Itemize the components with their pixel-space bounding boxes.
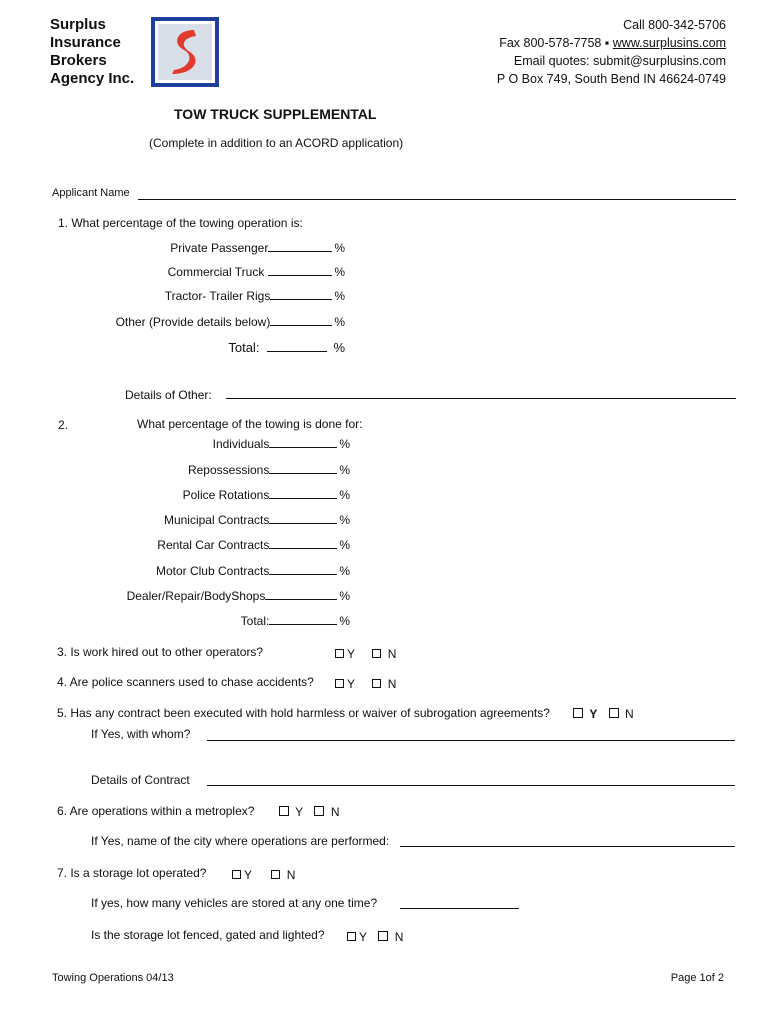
q2-dealer-repair-field[interactable] xyxy=(265,599,337,600)
q7-fenced-no-label: N xyxy=(394,930,404,944)
q2-individuals-field[interactable] xyxy=(269,447,337,448)
q1-total-field[interactable] xyxy=(267,351,327,352)
q2-repossessions-label: Repossessions xyxy=(187,463,270,477)
q6-yes-label: Y xyxy=(295,805,304,819)
percent-sign: % xyxy=(334,289,345,303)
percent-sign: % xyxy=(339,513,350,527)
email-line: Email quotes: submit@surplusins.com xyxy=(513,54,726,68)
q1-tractor-trailer-label: Tractor- Trailer Rigs xyxy=(164,289,271,303)
q1-private-passenger-label: Private Passenger xyxy=(170,241,269,255)
q5-details-field[interactable] xyxy=(207,785,735,786)
q6-no-checkbox[interactable] xyxy=(314,806,324,816)
company-logo-icon xyxy=(150,16,220,88)
q6-options xyxy=(279,805,350,819)
q2-motor-club-contracts-label: Motor Club Contracts xyxy=(155,564,270,578)
details-of-other-field[interactable] xyxy=(226,398,736,399)
q3-yes-checkbox[interactable] xyxy=(335,649,344,658)
q6-yes-checkbox[interactable] xyxy=(279,806,289,816)
q2-rental-car-contracts xyxy=(157,538,350,552)
q5-no-label: N xyxy=(625,707,634,721)
fax-number: Fax 800-578-7758 ▪ xyxy=(499,36,613,50)
q4-no-label: N xyxy=(387,677,397,691)
q7-yes-label: Y xyxy=(244,868,253,882)
mailing-address: P O Box 749, South Bend IN 46624-0749 xyxy=(496,72,726,86)
q2-label: What percentage of the towing is done for: xyxy=(137,417,363,431)
q3-label: 3. Is work hired out to other operators? xyxy=(57,645,264,659)
company-name xyxy=(50,16,134,88)
fax-line xyxy=(497,34,726,52)
q5-label: 5. Has any contract been executed with hold harmless or waiver of subrogation agreements? xyxy=(57,706,550,720)
q7-fenced-no-checkbox[interactable] xyxy=(378,931,388,941)
percent-sign: % xyxy=(339,488,350,502)
q4-yes-label: Y xyxy=(347,677,356,691)
q2-police-rotations xyxy=(183,488,350,502)
q7-no-label: N xyxy=(286,868,296,882)
q2-individuals xyxy=(213,437,350,451)
form-title: TOW TRUCK SUPPLEMENTAL xyxy=(174,106,377,122)
q4-label: 4. Are police scanners used to chase accidents? xyxy=(57,675,314,689)
q1-private-passenger-field[interactable] xyxy=(268,251,332,252)
q7-label: 7. Is a storage lot operated? xyxy=(57,866,207,880)
phone-number: Call 800-342-5706 xyxy=(623,18,726,32)
details-of-other-label: Details of Other: xyxy=(125,388,212,402)
q2-total-field[interactable] xyxy=(269,624,337,625)
q2-rental-car-contracts-label: Rental Car Contracts xyxy=(157,538,270,552)
q7-fenced-yes-label: Y xyxy=(359,930,368,944)
q7-fenced-label: Is the storage lot fenced, gated and lighted? xyxy=(91,928,325,942)
q5-options xyxy=(573,707,644,721)
q6-city-field[interactable] xyxy=(400,846,735,847)
q7-vehicles-label: If yes, how many vehicles are stored at any one time? xyxy=(91,896,378,910)
q7-options xyxy=(232,868,305,882)
company-line: Surplus xyxy=(50,16,106,33)
q4-options xyxy=(335,677,406,691)
q1-label: 1. What percentage of the towing operation is: xyxy=(58,216,303,230)
form-subtitle: (Complete in addition to an ACORD application) xyxy=(149,136,404,150)
website-link[interactable]: www.surplusins.com xyxy=(612,36,726,50)
q4-no-checkbox[interactable] xyxy=(372,679,381,688)
q1-other-label: Other (Provide details below) xyxy=(115,315,271,329)
q2-municipal-contracts-label: Municipal Contracts xyxy=(163,513,270,527)
q2-total xyxy=(241,614,350,628)
q2-motor-club-contracts xyxy=(156,564,350,578)
q7-yes-checkbox[interactable] xyxy=(232,870,241,879)
q2-police-rotations-label: Police Rotations xyxy=(182,488,270,502)
q5-no-checkbox[interactable] xyxy=(609,708,619,718)
footer-form-id: Towing Operations 04/13 xyxy=(52,972,174,984)
q2-motor-club-contracts-field[interactable] xyxy=(269,574,337,575)
q2-repossessions xyxy=(188,463,350,477)
q7-fenced-yes-checkbox[interactable] xyxy=(347,932,356,941)
q1-tractor-trailer-field[interactable] xyxy=(270,299,332,300)
q2-municipal-contracts-field[interactable] xyxy=(269,523,337,524)
q1-commercial-truck-field[interactable] xyxy=(268,275,332,276)
q1-private-passenger xyxy=(170,241,345,255)
q7-no-checkbox[interactable] xyxy=(271,870,280,879)
company-line: Brokers xyxy=(50,52,107,69)
percent-sign: % xyxy=(339,538,350,552)
q2-repossessions-field[interactable] xyxy=(269,473,337,474)
percent-sign: % xyxy=(339,589,350,603)
q2-police-rotations-field[interactable] xyxy=(269,498,337,499)
percent-sign: % xyxy=(334,265,345,279)
percent-sign: % xyxy=(334,315,345,329)
q1-tractor-trailer xyxy=(165,289,345,303)
q3-no-label: N xyxy=(387,647,397,661)
applicant-name-field[interactable] xyxy=(138,199,736,200)
q1-commercial-truck xyxy=(168,265,345,279)
q6-no-label: N xyxy=(330,805,340,819)
q7-vehicles-field[interactable] xyxy=(400,908,519,909)
q6-city-label: If Yes, name of the city where operations are performed: xyxy=(91,834,390,848)
q3-no-checkbox[interactable] xyxy=(372,649,381,658)
q2-number: 2. xyxy=(58,418,69,432)
q1-other-field[interactable] xyxy=(270,325,332,326)
percent-sign: % xyxy=(339,437,350,451)
percent-sign: % xyxy=(339,614,350,628)
q3-options xyxy=(335,647,406,661)
q5-yes-label: Y xyxy=(589,707,598,721)
q6-label: 6. Are operations within a metroplex? xyxy=(57,804,255,818)
q5-with-whom-label: If Yes, with whom? xyxy=(91,727,191,741)
percent-sign: % xyxy=(339,564,350,578)
q2-rental-car-contracts-field[interactable] xyxy=(269,548,337,549)
q2-total-label: Total: xyxy=(240,614,270,628)
q1-total-label: Total: xyxy=(228,340,260,355)
q2-individuals-label: Individuals xyxy=(212,437,270,451)
percent-sign: % xyxy=(334,241,345,255)
company-line: Agency Inc. xyxy=(50,70,135,87)
q2-municipal-contracts xyxy=(164,513,350,527)
q1-commercial-truck-label: Commercial Truck xyxy=(167,265,265,279)
q5-with-whom-field[interactable] xyxy=(207,740,735,741)
q2-dealer-repair xyxy=(127,589,350,603)
percent-sign: % xyxy=(333,340,345,355)
company-line: Insurance xyxy=(50,34,121,51)
q3-yes-label: Y xyxy=(347,647,356,661)
applicant-name-label: Applicant Name xyxy=(52,187,130,199)
q1-total xyxy=(228,340,345,355)
q7-fenced-options xyxy=(347,930,413,944)
q2-dealer-repair-label: Dealer/Repair/BodyShops xyxy=(126,589,266,603)
q5-details-label: Details of Contract xyxy=(91,773,190,787)
contact-block xyxy=(497,16,726,88)
q5-yes-checkbox[interactable] xyxy=(573,708,583,718)
q1-other xyxy=(116,315,345,329)
q4-yes-checkbox[interactable] xyxy=(335,679,344,688)
percent-sign: % xyxy=(339,463,350,477)
footer-page-number: Page 1of 2 xyxy=(670,972,724,984)
